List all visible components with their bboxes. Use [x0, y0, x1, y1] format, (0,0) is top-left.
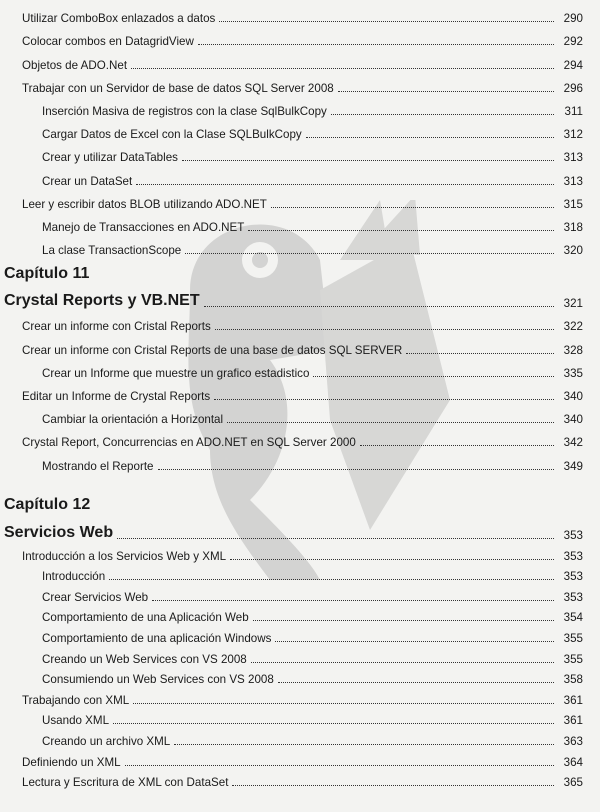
entry-title: Crystal Reports y VB.NET	[4, 292, 200, 310]
toc-entry[interactable]	[0, 193, 600, 216]
toc-entry[interactable]	[0, 454, 600, 477]
entry-title: Crear un informe con Cristal Reports	[22, 320, 211, 334]
entry-title: Servicios Web	[4, 524, 114, 541]
toc-entry[interactable]	[0, 670, 600, 691]
dot-leader	[133, 703, 554, 704]
dot-leader	[331, 114, 554, 115]
entry-page: 320	[563, 244, 583, 258]
entry-page: 318	[563, 220, 583, 234]
entry-page: 361	[563, 714, 583, 728]
entry-page: 365	[563, 776, 583, 790]
dot-leader	[253, 620, 554, 621]
entry-page: 353	[563, 590, 583, 604]
entry-page: 321	[563, 297, 583, 311]
toc-entry[interactable]	[0, 169, 600, 192]
entry-page: 353	[563, 549, 583, 563]
dot-leader	[313, 376, 554, 377]
toc-entry[interactable]	[0, 146, 600, 169]
entry-title: Comportamiento de una aplicación Windows	[42, 631, 272, 645]
toc-entry[interactable]	[0, 431, 600, 454]
dot-leader	[338, 91, 554, 92]
entry-title: Objetos de ADO.Net	[22, 58, 128, 72]
entry-title: Utilizar ComboBox enlazados a datos	[22, 12, 216, 26]
dot-leader	[306, 137, 554, 138]
entry-page: 361	[563, 693, 583, 707]
entry-title: Definiendo un XML	[22, 755, 121, 769]
toc-entry[interactable]	[0, 567, 600, 588]
dot-leader	[406, 353, 554, 354]
entry-title: Introducción a los Servicios Web y XML	[22, 549, 227, 563]
entry-page: 355	[563, 652, 583, 666]
entry-page: 358	[563, 673, 583, 687]
entry-title: Crystal Report, Concurrencias en ADO.NET en SQL Server 2000	[22, 436, 356, 450]
dot-leader	[360, 445, 554, 446]
entry-title: Introducción	[42, 570, 106, 584]
toc-entry[interactable]	[0, 546, 600, 567]
entry-title: Cambiar la orientación a Horizontal	[42, 413, 224, 427]
entry-page: 349	[563, 459, 583, 473]
dot-leader	[185, 253, 554, 254]
entry-title: Editar un Informe de Crystal Reports	[22, 389, 211, 403]
entry-page: 353	[563, 529, 583, 542]
toc-entry[interactable]	[0, 385, 600, 408]
toc-entry[interactable]	[0, 608, 600, 629]
entry-page: 315	[563, 197, 583, 211]
entry-page: 290	[563, 12, 583, 26]
dot-leader	[109, 579, 554, 580]
dot-leader	[214, 399, 554, 400]
entry-title: Comportamiento de una Aplicación Web	[42, 611, 249, 625]
entry-page: 312	[563, 128, 583, 142]
dot-leader	[113, 723, 554, 724]
entry-title: Colocar combos en DatagridView	[22, 35, 194, 49]
entry-page: 353	[563, 570, 583, 584]
entry-title: Trabajando con XML	[22, 693, 130, 707]
chapter-12-label: Capítulo 12	[4, 496, 91, 513]
entry-page: 340	[563, 413, 583, 427]
entry-page: 296	[563, 81, 583, 95]
toc-entry[interactable]	[0, 408, 600, 431]
dot-leader	[158, 469, 555, 470]
toc-entry[interactable]	[0, 752, 600, 773]
entry-title: Trabajar con un Servidor de base de datos SQL Server 2008	[22, 81, 334, 95]
dot-leader	[198, 44, 554, 45]
dot-leader	[227, 422, 554, 423]
entry-page: 342	[563, 436, 583, 450]
chapter-11-label: Capítulo 11	[4, 265, 90, 282]
entry-title: Cargar Datos de Excel con la Clase SQLBulkCopy	[42, 128, 302, 142]
toc-entry[interactable]	[0, 77, 600, 100]
toc-entry[interactable]	[0, 649, 600, 670]
entry-title: La clase TransactionScope	[42, 244, 182, 258]
entry-page: 328	[563, 343, 583, 357]
dot-leader	[251, 662, 554, 663]
dot-leader	[278, 682, 554, 683]
entry-title: Creando un archivo XML	[42, 734, 171, 748]
toc-entry[interactable]	[0, 7, 600, 30]
toc-section-continued	[0, 7, 600, 262]
chapter-11-title-entry[interactable]	[0, 292, 600, 315]
entry-page: 311	[564, 104, 583, 118]
entry-title: Inserción Masiva de registros con la clase SqlBulkCopy	[42, 104, 327, 118]
chapter-12-title-entry[interactable]	[0, 524, 600, 546]
entry-page: 313	[563, 174, 583, 188]
entry-title: Crear un informe con Cristal Reports de una base de datos SQL SERVER	[22, 343, 403, 357]
entry-title: Crear un Informe que muestre un grafico estadistico	[42, 366, 310, 380]
entry-page: 355	[563, 631, 583, 645]
dot-leader	[174, 744, 554, 745]
dot-leader	[152, 600, 554, 601]
entry-page: 292	[563, 35, 583, 49]
dot-leader	[219, 21, 554, 22]
dot-leader	[204, 306, 554, 307]
entry-page: 340	[563, 389, 583, 403]
toc-entry[interactable]	[0, 773, 600, 794]
toc-entry[interactable]	[0, 690, 600, 711]
entry-page: 363	[563, 734, 583, 748]
entry-title: Usando XML	[42, 714, 110, 728]
entry-title: Manejo de Transacciones en ADO.NET	[42, 220, 245, 234]
entry-title: Creando un Web Services con VS 2008	[42, 652, 247, 666]
dot-leader	[248, 230, 554, 231]
dot-leader	[275, 641, 554, 642]
toc-entry[interactable]	[0, 362, 600, 385]
entry-title: Crear un DataSet	[42, 174, 133, 188]
dot-leader	[117, 538, 554, 539]
toc-entry[interactable]	[0, 239, 600, 262]
dot-leader	[232, 785, 554, 786]
toc-entry[interactable]	[0, 587, 600, 608]
dot-leader	[215, 329, 554, 330]
toc-chapter-11	[0, 292, 600, 478]
dot-leader	[136, 184, 554, 185]
entry-title: Lectura y Escritura de XML con DataSet	[22, 776, 229, 790]
entry-title: Leer y escribir datos BLOB utilizando ADO.NET	[22, 197, 267, 211]
entry-page: 313	[563, 151, 583, 165]
entry-page: 294	[563, 58, 583, 72]
dot-leader	[182, 160, 554, 161]
toc-entry[interactable]	[0, 53, 600, 76]
dot-leader	[271, 207, 554, 208]
entry-page: 354	[563, 611, 583, 625]
toc-entry[interactable]	[0, 30, 600, 53]
toc-entry[interactable]	[0, 711, 600, 732]
dot-leader	[131, 68, 554, 69]
toc-entry[interactable]	[0, 100, 600, 123]
entry-page: 322	[563, 320, 583, 334]
entry-page: 364	[563, 755, 583, 769]
dot-leader	[230, 559, 554, 560]
entry-title: Consumiendo un Web Services con VS 2008	[42, 673, 274, 687]
toc-entry[interactable]	[0, 731, 600, 752]
entry-title: Crear Servicios Web	[42, 590, 149, 604]
entry-title: Crear y utilizar DataTables	[42, 151, 178, 165]
toc-entry[interactable]	[0, 216, 600, 239]
entry-title: Mostrando el Reporte	[42, 459, 154, 473]
toc-entry[interactable]	[0, 628, 600, 649]
dot-leader	[125, 765, 554, 766]
toc-entry[interactable]	[0, 123, 600, 146]
entry-page: 335	[563, 366, 583, 380]
toc-entry[interactable]	[0, 315, 600, 338]
toc-entry[interactable]	[0, 338, 600, 361]
toc-chapter-12	[0, 524, 600, 793]
